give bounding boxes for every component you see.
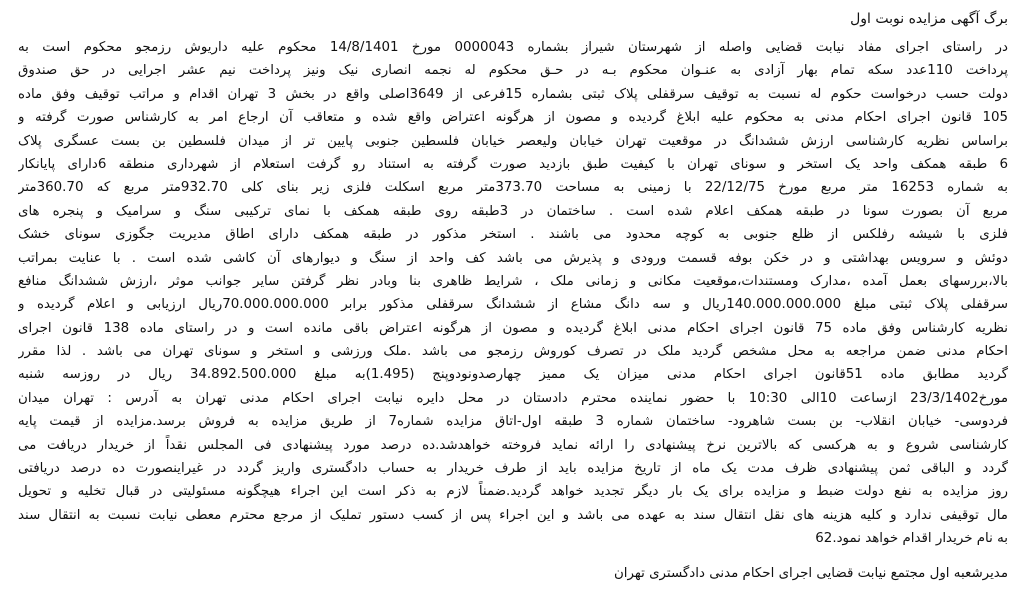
- notice-line: فردوسی- خیابان انقلاب- بن بست شاهرود- ساختمان شماره 3 طبقه اول-اتاق مزایده شماره7 از طریق مزایده به فروش برسد.مزایده از قیمت پایه: [18, 414, 1008, 430]
- notice-line: دولت حسب درخواست حکوم له نسبت به توقیف سرقفلی پلاک ثبتی بشماره 15فرعی از 3649اصلی واقع در بخش 3 تهران اقدام و مراتب توقیف وفق ماده: [18, 86, 1008, 102]
- notice-body: [18, 36, 1008, 551]
- notice-line: فلزی با شیشه رفلکس از ظلع جنوبی به کوچه محدود می باشند . استخر مذکور در طبقه همکف دارای اطاق مدیریت جگوزی سونای خشک: [18, 227, 1008, 243]
- notice-line: احکام مدنی ضمن مراجعه به محل مشخص گردید ملک در تصرف کوروش رزمجو می باشد .ملک ورزشی و استخر و سونای تهران می باشد . لذا مقرر: [18, 344, 1008, 360]
- notice-line: پرداخت 110عدد سکه تمام بهار آزادی به عنـوان محکوم بـه در حـق محکوم له نجمه انصاری نیک ونیز پرداخت نیم عشر اجرایی در حق صندوق: [18, 63, 1008, 79]
- notice-line: نظریه کارشناس وفق ماده 75 قانون اجرای احکام مدنی ابلاغ گردیده و مصون از هرگونه اعتراض باقی مانده است و در راستای ماده 138 قانون اجرای: [18, 320, 1008, 336]
- notice-line: بالا،بررسهای بعمل آمده ،مدارک ومستندات،موقعیت مکانی و زمانی ملک ، شرایط ظاهری بنا وبادر نظر گرفتن سایر جوانب موثر ،ارزش ششدانگ منافع: [18, 273, 1008, 289]
- notice-line: 6 طبقه همکف واحد یک استخر و سونای تهران با کیفیت طبق بازدید صورت گرفته به استناد رو گرفت استعلام از شهرداری منطقه 6دارای پایانکار: [18, 156, 1008, 172]
- notice-line: گردید مطابق ماده 51قانون اجرای احکام مدنی میزان یک ممیز چهارصدونودوپنج (1.495)به مبلغ 34.892.500.000 ریال در روزسه شنبه: [18, 367, 1008, 383]
- notice-line: سرقفلی پلاک ثبتی مبلغ 140.000.000.000ریال و سه دانگ مشاع از ششدانگ سرقفلی مذکور برابر 70.000.000.000ریال ارزیابی و اعلام گردیده و: [18, 297, 1008, 313]
- notice-line: مورخ23/3/1402 ازساعت 10الی 10:30 با حضور نماینده محترم دادستان در محل دایره نیابت اجرای احکام مدنی تهران به آدرس : تهران میدان: [18, 390, 1008, 406]
- notice-line: براساس نظریه کارشناسی ارزش ششدانگ در موقعیت تهران خیابان ولیعصر خیابان فلسطین جنوبی پایین تر از میدان فلسطین بن بست عسگری پلاک: [18, 133, 1008, 149]
- notice-line: مال توقیفی ندارد و کلیه هزینه های نقل انتقال سند به عهده می باشد و این اجراء پس از کسب دستور تملیک از مرجع محترم معطی نیابت نسبت به انتقال سند: [18, 507, 1008, 523]
- notice-line: دوئش و سرویس بهداشتی و در خکن بوفه قسمت ورودی و پذیرش می باشد کف واحد از سنگ و دیوارهای آن کاشی شده است . با عنایت بمراتب: [18, 250, 1008, 266]
- notice-line: 105 قانون اجرای احکام مدنی به محکوم علیه ابلاغ گردیده و مصون از هرگونه اعتراض واقع شده و متعاقب آن ارجاع امر به کارشناس صورت گرفته و: [18, 110, 1008, 126]
- notice-line: کارشناسی شروع و به هرکسی که بالاترین نرخ پیشنهادی را ارائه نماید فروخته خواهدشد.ده درصد مورد پیشنهادی فی المجلس نقداً از خریدار دریافت می: [18, 437, 1008, 453]
- notice-line: گردد و الباقی ثمن پیشنهادی ظرف مدت یک ماه از تاریخ مزایده باید از طرف خریدار به حساب دادگستری واریز گردد در غیراینصورت ده درصد دریافتی: [18, 461, 1008, 477]
- notice-line: به شماره 16253 متر مربع مورخ 22/12/75 با زمینی به مساحت 373.70متر مربع اسکلت فلزی زیر بنای کلی 932.70متر مربع که 360.70متر: [18, 180, 1008, 196]
- notice-signature: مدیرشعبه اول مجتمع نیابت قضایی اجرای احکام مدنی دادگستری تهران: [613, 565, 1008, 581]
- notice-line: به نام خریدار اقدام خواهد نمود.62: [815, 531, 1008, 547]
- notice-heading: برگ آگهی مزایده نوبت اول: [850, 11, 1008, 27]
- notice-line: روز مزایده به نفع دولت ضبط و مزایده برای یک بار دیگر تجدید خواهد گردید.ضمناً لازم به ذکر است این اجراء هیچگونه مسئولیتی در قبال تخلیه و تحویل: [18, 484, 1008, 500]
- notice-line: در راستای اجرای مفاد نیابت قضایی واصله از شهرستان شیراز بشماره 0000043 مورخ 14/8/1401 محکوم علیه داریوش رزمجو محکوم است به: [18, 40, 1008, 55]
- notice-line: مربع آن بصورت سونا در طبقه همکف اعلام شده است . ساختمان در 3طبقه روی طبقه همکف با نمای ترکیبی سنگ و سرامیک و پنجره های: [18, 203, 1008, 219]
